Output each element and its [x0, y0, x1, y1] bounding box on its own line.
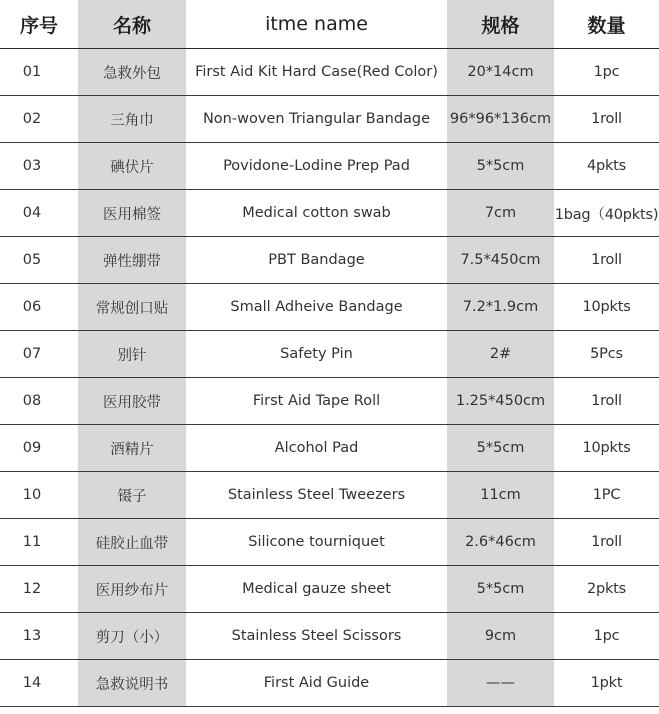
row-chinese-name: 急救外包	[78, 49, 186, 96]
row-specification: 96*96*136cm	[447, 96, 554, 143]
row-chinese-name: 剪刀（小）	[78, 613, 186, 660]
row-specification: 2#	[447, 331, 554, 378]
row-chinese-name: 医用胶带	[78, 378, 186, 425]
table-header	[0, 0, 659, 49]
row-chinese-name: 常规创口贴	[78, 284, 186, 331]
row-chinese-name: 三角巾	[78, 96, 186, 143]
row-serial-number: 03	[0, 143, 78, 190]
row-chinese-name: 医用棉签	[78, 190, 186, 237]
table-row	[0, 284, 659, 331]
row-serial-number: 10	[0, 472, 78, 519]
header-specification: 规格	[447, 0, 554, 49]
row-specification: 20*14cm	[447, 49, 554, 96]
row-chinese-name: 急救说明书	[78, 660, 186, 707]
header-row	[0, 0, 659, 49]
row-quantity: 2pkts	[554, 566, 659, 613]
row-serial-number: 04	[0, 190, 78, 237]
header-item-name: itme name	[186, 0, 447, 49]
row-serial-number: 06	[0, 284, 78, 331]
table-body	[0, 49, 659, 707]
row-quantity: 1roll	[554, 237, 659, 284]
row-serial-number: 13	[0, 613, 78, 660]
row-specification: 5*5cm	[447, 566, 554, 613]
row-specification: 11cm	[447, 472, 554, 519]
row-serial-number: 14	[0, 660, 78, 707]
table-row	[0, 96, 659, 143]
row-chinese-name: 酒精片	[78, 425, 186, 472]
row-item-name: Povidone-Lodine Prep Pad	[186, 143, 447, 190]
row-chinese-name: 碘伏片	[78, 143, 186, 190]
row-chinese-name: 医用纱布片	[78, 566, 186, 613]
row-serial-number: 02	[0, 96, 78, 143]
row-quantity: 1roll	[554, 519, 659, 566]
row-item-name: Medical gauze sheet	[186, 566, 447, 613]
row-item-name: Stainless Steel Scissors	[186, 613, 447, 660]
row-item-name: Silicone tourniquet	[186, 519, 447, 566]
row-chinese-name: 弹性绷带	[78, 237, 186, 284]
row-chinese-name: 硅胶止血带	[78, 519, 186, 566]
table-row	[0, 49, 659, 96]
row-item-name: First Aid Guide	[186, 660, 447, 707]
row-item-name: PBT Bandage	[186, 237, 447, 284]
row-item-name: Safety Pin	[186, 331, 447, 378]
table-row	[0, 472, 659, 519]
row-chinese-name: 别针	[78, 331, 186, 378]
row-specification: 9cm	[447, 613, 554, 660]
row-serial-number: 05	[0, 237, 78, 284]
row-serial-number: 08	[0, 378, 78, 425]
row-specification: 7.2*1.9cm	[447, 284, 554, 331]
row-quantity: 1pc	[554, 49, 659, 96]
table-row	[0, 378, 659, 425]
table-row	[0, 143, 659, 190]
row-specification: 5*5cm	[447, 143, 554, 190]
header-serial-number: 序号	[0, 0, 78, 49]
table-row	[0, 566, 659, 613]
row-serial-number: 12	[0, 566, 78, 613]
row-quantity: 10pkts	[554, 284, 659, 331]
row-quantity: 1PC	[554, 472, 659, 519]
row-quantity: 1pkt	[554, 660, 659, 707]
row-specification: ——	[447, 660, 554, 707]
row-item-name: Small Adheive Bandage	[186, 284, 447, 331]
table-row	[0, 519, 659, 566]
row-serial-number: 07	[0, 331, 78, 378]
row-specification: 7cm	[447, 190, 554, 237]
table-row	[0, 425, 659, 472]
table-row	[0, 660, 659, 707]
table-row	[0, 331, 659, 378]
row-quantity: 1pc	[554, 613, 659, 660]
row-specification: 7.5*450cm	[447, 237, 554, 284]
header-quantity: 数量	[554, 0, 659, 49]
row-serial-number: 09	[0, 425, 78, 472]
row-serial-number: 11	[0, 519, 78, 566]
row-item-name: Non-woven Triangular Bandage	[186, 96, 447, 143]
row-quantity: 1bag（40pkts)	[554, 190, 659, 237]
row-chinese-name: 镊子	[78, 472, 186, 519]
header-chinese-name: 名称	[78, 0, 186, 49]
row-quantity: 1roll	[554, 378, 659, 425]
table-row	[0, 237, 659, 284]
row-specification: 5*5cm	[447, 425, 554, 472]
row-item-name: First Aid Tape Roll	[186, 378, 447, 425]
row-item-name: Stainless Steel Tweezers	[186, 472, 447, 519]
row-item-name: First Aid Kit Hard Case(Red Color)	[186, 49, 447, 96]
row-item-name: Medical cotton swab	[186, 190, 447, 237]
row-specification: 2.6*46cm	[447, 519, 554, 566]
row-quantity: 5Pcs	[554, 331, 659, 378]
table-row	[0, 190, 659, 237]
row-specification: 1.25*450cm	[447, 378, 554, 425]
row-item-name: Alcohol Pad	[186, 425, 447, 472]
table-row	[0, 613, 659, 660]
row-quantity: 4pkts	[554, 143, 659, 190]
row-quantity: 10pkts	[554, 425, 659, 472]
row-quantity: 1roll	[554, 96, 659, 143]
row-serial-number: 01	[0, 49, 78, 96]
